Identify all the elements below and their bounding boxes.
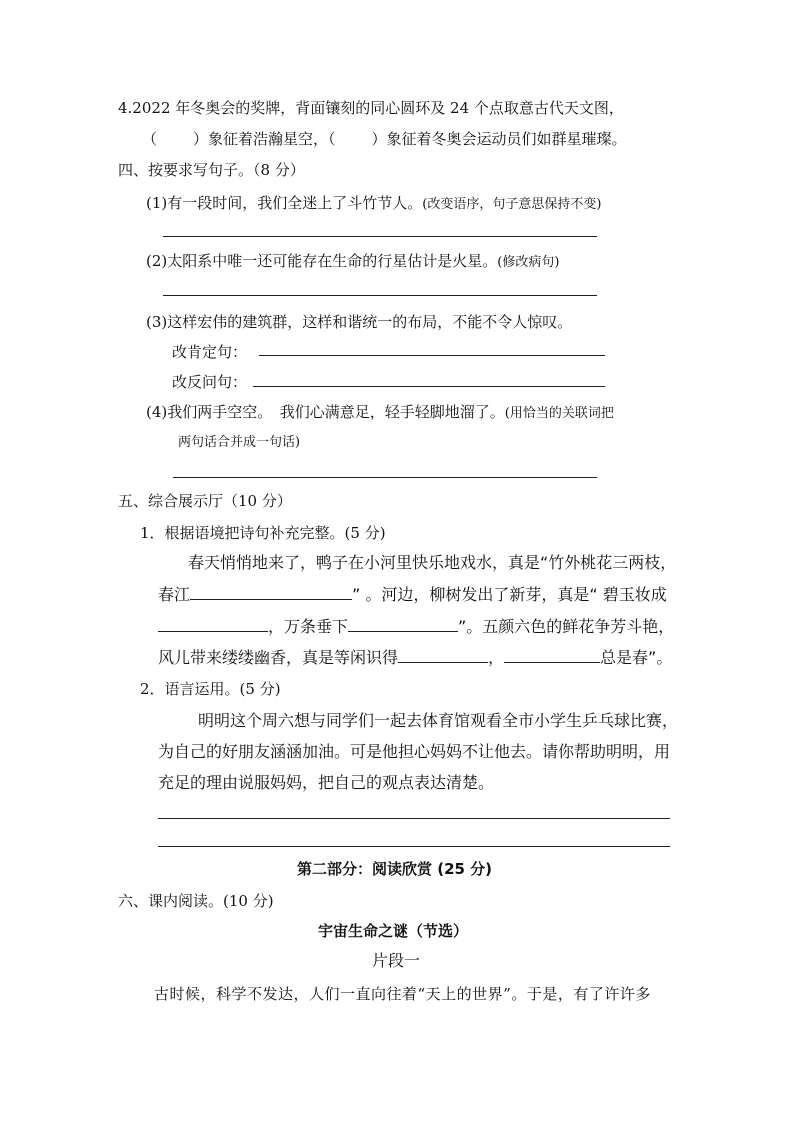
sec5-q1-line2-a: 春江 (158, 585, 191, 604)
sec5-q2-answer-line-2[interactable] (158, 846, 670, 847)
sec5-heading: 五、综合展示厅（10 分） (118, 492, 292, 510)
sec5-q2-title: 2．语言运用。(5 分) (140, 680, 281, 698)
sec6-sub: 片段一 (372, 951, 421, 970)
q4-paren-mid: ）象征着浩瀚星空，（ (193, 130, 336, 148)
sec5-q1-line2-b: ” 。河边，柳树发出了新芽，真是“ 碧玉妆成 (352, 585, 667, 604)
sec4-s3: (3)这样宏伟的建筑群，这样和谐统一的布局，不能不令人惊叹。 (146, 313, 573, 331)
blank-dongfeng[interactable] (398, 648, 488, 663)
sec4-s3-rhetorical-label: 改反问句： (172, 373, 248, 391)
sec5-q2-line2: 为自己的好朋友涵涵加油。可是他担心妈妈不让他去。请你帮助明明，用 (158, 742, 671, 761)
blank-chunjiang[interactable] (190, 585, 352, 600)
sec6-title: 宇宙生命之谜（节选） (318, 922, 469, 940)
sec5-q1-line3-a: ，万条垂下 (268, 617, 349, 636)
sec5-q2-answer-line-1[interactable] (158, 818, 670, 819)
sec4-s2-note: (修改病句) (497, 255, 560, 270)
sec5-q1-line4-b: ， (488, 648, 505, 667)
sec6-heading: 六、课内阅读。(10 分) (118, 892, 274, 910)
q4-line1: 4.2022 年冬奥会的奖牌，背面镶刻的同心圆环及 24 个点取意古代天文图， (118, 99, 624, 117)
sec5-q1-line4-a: 风儿带来缕缕幽香，真是等闲识得 (158, 648, 399, 667)
sec4-s3-affirm-label: 改肯定句： (172, 343, 248, 361)
sec4-s1-note: (改变语序，句子意思保持不变) (422, 197, 602, 212)
sec5-q1-line3 (158, 617, 674, 637)
sec4-s2-answer-line[interactable] (163, 295, 597, 296)
blank-biyu[interactable] (158, 617, 268, 632)
sec5-q1-line4 (158, 648, 672, 668)
sec4-s3-affirm-line[interactable] (259, 355, 605, 356)
sec4-s4-answer-line[interactable] (173, 477, 597, 478)
sec4-s1-text: (1)有一段时间，我们全迷上了斗竹节人。 (146, 194, 423, 212)
sec6-p1: 古时候，科学不发达，人们一直向往着“天上的世界”。于是，有了许许多 (154, 985, 651, 1003)
part2-heading: 第二部分：阅读欣赏 (25 分) (297, 860, 493, 878)
sec4-s3-rhetorical-line[interactable] (253, 386, 605, 387)
sec5-q1-line3-b: ”。五颜六色的鲜花争芳斗艳， (458, 617, 675, 636)
sec4-s4-note2: 两句话合并成一句话) (178, 435, 301, 450)
q4-line2 (142, 129, 627, 149)
sec5-q2-line3: 充足的理由说服妈妈，把自己的观点表达清楚。 (158, 773, 495, 792)
sec4-heading: 四、按要求写句子。（8 分） (118, 161, 305, 179)
q4-paren-open: （ (142, 130, 158, 148)
sec5-q1-line4-c: 总是春”。 (600, 648, 673, 667)
sec5-q2-line1: 明明这个周六想与同学们一起去体育馆观看全市小学生乒乓球比赛， (198, 711, 679, 730)
sec4-s2 (146, 251, 559, 273)
sec4-s4-note: (用恰当的关联词把 (504, 406, 614, 421)
sec5-q1-line2 (158, 585, 667, 605)
blank-wanzi[interactable] (504, 648, 600, 663)
blank-wantiao[interactable] (348, 617, 458, 632)
sec4-s2-text: (2)太阳系中唯一还可能存在生命的行星估计是火星。 (146, 252, 498, 270)
sec4-s1-answer-line[interactable] (163, 236, 597, 237)
sec4-s1 (146, 193, 601, 215)
sec4-s4 (146, 402, 614, 424)
q4-paren-end: ）象征着冬奥会运动员们如群星璀璨。 (371, 130, 627, 148)
sec5-q1-title: 1．根据语境把诗句补充完整。(5 分) (140, 524, 386, 542)
sec4-s4-text: (4)我们两手空空。 我们心满意足，轻手轻脚地溜了。 (146, 403, 505, 421)
sec5-q1-line1: 春天悄悄地来了，鸭子在小河里快乐地戏水，真是“竹外桃花三两枝， (188, 553, 677, 572)
